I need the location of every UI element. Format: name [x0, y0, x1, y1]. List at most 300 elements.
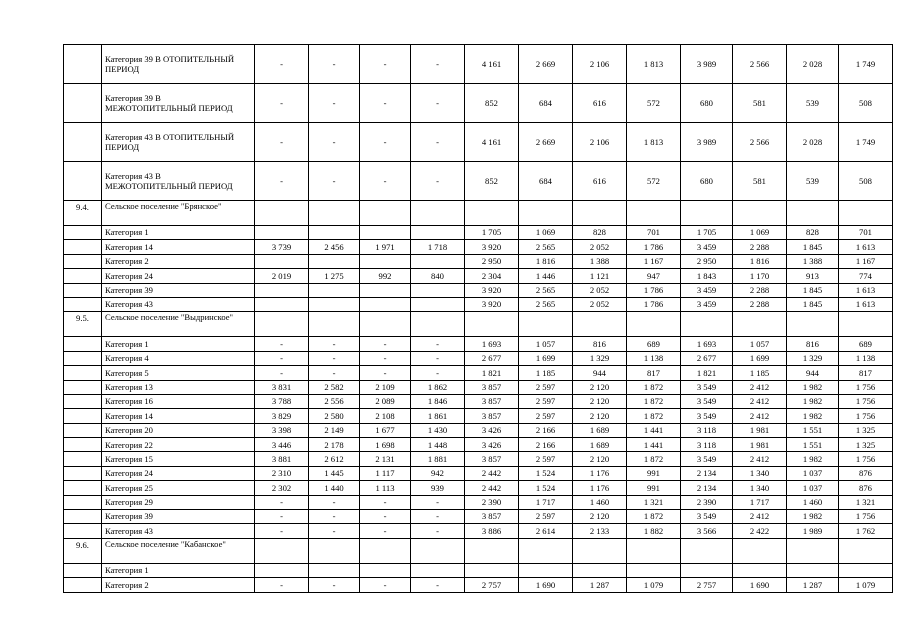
value-cell: 2 131	[360, 452, 411, 466]
value-cell: 1 690	[733, 578, 787, 592]
value-cell: 1 756	[839, 409, 893, 423]
value-cell: 539	[787, 162, 839, 201]
value-cell: 3 857	[465, 452, 519, 466]
value-cell	[309, 563, 360, 577]
value-cell: 2 412	[733, 409, 787, 423]
value-cell: 1 699	[733, 351, 787, 365]
value-cell	[309, 226, 360, 240]
value-cell	[255, 254, 309, 268]
value-cell: 1 821	[465, 366, 519, 380]
value-cell: -	[309, 337, 360, 351]
value-cell: 3 118	[681, 423, 733, 437]
value-cell: 1 446	[519, 269, 573, 283]
value-cell	[573, 563, 627, 577]
value-cell: 689	[627, 337, 681, 351]
value-cell: 1 717	[519, 495, 573, 509]
value-cell: 1 524	[519, 481, 573, 495]
value-cell: 2 677	[681, 351, 733, 365]
value-cell: 947	[627, 269, 681, 283]
value-cell	[411, 297, 465, 311]
value-cell: 1 430	[411, 423, 465, 437]
category-name: Категория 29	[102, 495, 255, 509]
value-cell: 1 705	[465, 226, 519, 240]
value-cell: 2 106	[573, 123, 627, 162]
category-name: Категория 2	[102, 254, 255, 268]
value-cell: 2 582	[309, 380, 360, 394]
value-cell: 1 079	[627, 578, 681, 592]
settlement-name: Сельское поселение "Брянское"	[102, 201, 255, 226]
category-name: Категория 20	[102, 423, 255, 437]
value-cell: 774	[839, 269, 893, 283]
value-cell: 1 167	[839, 254, 893, 268]
value-cell: 2 178	[309, 438, 360, 452]
value-cell: -	[309, 495, 360, 509]
value-cell: 1 551	[787, 438, 839, 452]
value-cell: 1 440	[309, 481, 360, 495]
value-cell: 689	[839, 337, 893, 351]
value-cell: 1 325	[839, 438, 893, 452]
value-cell: 3 788	[255, 394, 309, 408]
value-cell: 2 304	[465, 269, 519, 283]
value-cell: 1 843	[681, 269, 733, 283]
table-row	[64, 466, 893, 480]
value-cell: 1 441	[627, 423, 681, 437]
row-number	[64, 240, 102, 254]
category-name: Категория 39	[102, 510, 255, 524]
value-cell: 2 556	[309, 394, 360, 408]
value-cell: 2 052	[573, 283, 627, 297]
value-cell: 1 138	[839, 351, 893, 365]
row-number	[64, 283, 102, 297]
table-row	[64, 123, 893, 162]
value-cell: -	[360, 495, 411, 509]
value-cell: 1 329	[787, 351, 839, 365]
value-cell: 2 566	[733, 45, 787, 84]
value-cell: 3 566	[681, 524, 733, 538]
table-row	[64, 283, 893, 297]
value-cell	[627, 563, 681, 577]
value-cell: 2 028	[787, 45, 839, 84]
value-cell: 3 920	[465, 240, 519, 254]
value-cell	[627, 538, 681, 563]
value-cell: -	[360, 162, 411, 201]
value-cell: 2 412	[733, 452, 787, 466]
value-cell: 1 448	[411, 438, 465, 452]
value-cell	[733, 312, 787, 337]
value-cell: 1 079	[839, 578, 893, 592]
value-cell: 3 459	[681, 240, 733, 254]
category-name: Категория 39 В МЕЖОТОПИТЕЛЬНЫЙ ПЕРИОД	[102, 84, 255, 123]
value-cell: 2 120	[573, 510, 627, 524]
value-cell: 3 857	[465, 409, 519, 423]
value-cell: -	[360, 45, 411, 84]
value-cell: 1 170	[733, 269, 787, 283]
value-cell	[360, 254, 411, 268]
value-cell: 2 677	[465, 351, 519, 365]
value-cell: 572	[627, 162, 681, 201]
value-cell: -	[255, 45, 309, 84]
value-cell: 1 613	[839, 240, 893, 254]
table-row	[64, 84, 893, 123]
value-cell: 1 287	[787, 578, 839, 592]
value-cell: 3 118	[681, 438, 733, 452]
value-cell: 1 861	[411, 409, 465, 423]
table-row	[64, 337, 893, 351]
value-cell: 2 757	[681, 578, 733, 592]
value-cell: 1 057	[733, 337, 787, 351]
value-cell	[411, 226, 465, 240]
row-number	[64, 438, 102, 452]
value-cell: 3 920	[465, 297, 519, 311]
value-cell: 3 426	[465, 423, 519, 437]
value-cell: 2 757	[465, 578, 519, 592]
table-row	[64, 240, 893, 254]
value-cell: 1 037	[787, 481, 839, 495]
value-cell: 4 161	[465, 123, 519, 162]
value-cell: -	[360, 366, 411, 380]
value-cell: 1 816	[519, 254, 573, 268]
value-cell: 616	[573, 84, 627, 123]
row-number	[64, 366, 102, 380]
value-cell: 4 161	[465, 45, 519, 84]
category-name: Категория 1	[102, 226, 255, 240]
row-number	[64, 297, 102, 311]
value-cell: 680	[681, 84, 733, 123]
value-cell: 1 460	[573, 495, 627, 509]
category-name: Категория 25	[102, 481, 255, 495]
value-cell: 3 857	[465, 510, 519, 524]
table-row	[64, 452, 893, 466]
value-cell: 1 441	[627, 438, 681, 452]
value-cell: 1 321	[839, 495, 893, 509]
value-cell	[681, 312, 733, 337]
value-cell: 1 057	[519, 337, 573, 351]
value-cell: 2 166	[519, 423, 573, 437]
value-cell: 2 612	[309, 452, 360, 466]
value-cell: -	[309, 351, 360, 365]
value-cell	[309, 297, 360, 311]
value-cell: 1 971	[360, 240, 411, 254]
value-cell: 3 989	[681, 45, 733, 84]
value-cell: 2 442	[465, 481, 519, 495]
value-cell: -	[411, 524, 465, 538]
value-cell	[360, 538, 411, 563]
section-row	[64, 538, 893, 563]
value-cell	[309, 312, 360, 337]
value-cell: 2 120	[573, 380, 627, 394]
section-row	[64, 312, 893, 337]
value-cell: 2 120	[573, 409, 627, 423]
settlement-name: Сельское поселение "Выдринское"	[102, 312, 255, 337]
category-name: Категория 14	[102, 240, 255, 254]
row-number	[64, 380, 102, 394]
table-row	[64, 409, 893, 423]
value-cell: -	[309, 578, 360, 592]
value-cell: 572	[627, 84, 681, 123]
value-cell	[309, 283, 360, 297]
row-number	[64, 423, 102, 437]
value-cell: 1 756	[839, 452, 893, 466]
value-cell: 3 739	[255, 240, 309, 254]
value-cell: 1 693	[681, 337, 733, 351]
row-number	[64, 269, 102, 283]
category-name: Категория 15	[102, 452, 255, 466]
value-cell: 1 749	[839, 45, 893, 84]
table-row	[64, 254, 893, 268]
value-cell: 1 698	[360, 438, 411, 452]
value-cell: 684	[519, 84, 573, 123]
value-cell: 876	[839, 466, 893, 480]
value-cell	[255, 283, 309, 297]
value-cell: 913	[787, 269, 839, 283]
table-row	[64, 297, 893, 311]
value-cell: -	[309, 162, 360, 201]
value-cell: 2 669	[519, 123, 573, 162]
settlement-name: Сельское поселение "Кабанское"	[102, 538, 255, 563]
value-cell: 1 677	[360, 423, 411, 437]
row-number: 9.5.	[64, 312, 102, 337]
value-cell	[360, 283, 411, 297]
value-cell: 2 120	[573, 452, 627, 466]
value-cell: 1 613	[839, 283, 893, 297]
value-cell: 1 690	[519, 578, 573, 592]
value-cell	[519, 538, 573, 563]
value-cell: 2 149	[309, 423, 360, 437]
value-cell	[787, 312, 839, 337]
value-cell: 2 288	[733, 283, 787, 297]
value-cell: 2 089	[360, 394, 411, 408]
row-number	[64, 452, 102, 466]
row-number	[64, 510, 102, 524]
value-cell: -	[411, 366, 465, 380]
value-cell: 1 786	[627, 283, 681, 297]
value-cell: 2 052	[573, 297, 627, 311]
value-cell: 2 950	[465, 254, 519, 268]
value-cell: 1 069	[733, 226, 787, 240]
value-cell: 3 886	[465, 524, 519, 538]
value-cell	[681, 563, 733, 577]
row-number	[64, 45, 102, 84]
value-cell: 944	[787, 366, 839, 380]
value-cell: 1 872	[627, 452, 681, 466]
value-cell: 2 288	[733, 240, 787, 254]
value-cell: 1 551	[787, 423, 839, 437]
value-cell: 3 857	[465, 380, 519, 394]
value-cell: 1 981	[733, 423, 787, 437]
value-cell: 1 718	[411, 240, 465, 254]
value-cell: 3 829	[255, 409, 309, 423]
table-row	[64, 578, 893, 592]
value-cell: 3 549	[681, 510, 733, 524]
value-cell: -	[255, 578, 309, 592]
value-cell: 1 816	[733, 254, 787, 268]
value-cell: -	[255, 366, 309, 380]
tariff-table	[63, 44, 893, 593]
value-cell: 1 176	[573, 481, 627, 495]
value-cell: -	[309, 45, 360, 84]
value-cell	[360, 312, 411, 337]
row-number	[64, 563, 102, 577]
value-cell	[255, 226, 309, 240]
value-cell: 1 845	[787, 240, 839, 254]
value-cell	[465, 563, 519, 577]
value-cell: 2 108	[360, 409, 411, 423]
value-cell: -	[360, 337, 411, 351]
table-row	[64, 269, 893, 283]
value-cell: -	[411, 162, 465, 201]
value-cell	[839, 312, 893, 337]
value-cell	[519, 312, 573, 337]
row-number: 9.6.	[64, 538, 102, 563]
value-cell	[681, 538, 733, 563]
category-name: Категория 13	[102, 380, 255, 394]
value-cell: -	[309, 510, 360, 524]
value-cell: 3 549	[681, 380, 733, 394]
value-cell: -	[411, 123, 465, 162]
value-cell: 1 872	[627, 409, 681, 423]
value-cell: 2 028	[787, 123, 839, 162]
value-cell: 3 881	[255, 452, 309, 466]
value-cell: 508	[839, 84, 893, 123]
value-cell	[573, 538, 627, 563]
value-cell: 581	[733, 84, 787, 123]
value-cell: -	[255, 495, 309, 509]
value-cell: -	[360, 578, 411, 592]
value-cell: 2 565	[519, 240, 573, 254]
value-cell: -	[360, 123, 411, 162]
value-cell: 1 325	[839, 423, 893, 437]
row-number	[64, 495, 102, 509]
value-cell: 1 862	[411, 380, 465, 394]
value-cell: 1 881	[411, 452, 465, 466]
value-cell: 2 019	[255, 269, 309, 283]
table-row	[64, 438, 893, 452]
table-row	[64, 495, 893, 509]
table-body	[64, 45, 893, 593]
value-cell: 1 167	[627, 254, 681, 268]
value-cell: 2 669	[519, 45, 573, 84]
value-cell	[360, 563, 411, 577]
value-cell: 2 052	[573, 240, 627, 254]
value-cell: 992	[360, 269, 411, 283]
value-cell: 1 388	[787, 254, 839, 268]
value-cell	[360, 297, 411, 311]
value-cell: -	[309, 524, 360, 538]
value-cell	[360, 226, 411, 240]
value-cell	[787, 201, 839, 226]
value-cell: 616	[573, 162, 627, 201]
value-cell: -	[309, 84, 360, 123]
value-cell: 1 982	[787, 452, 839, 466]
value-cell: 1 613	[839, 297, 893, 311]
value-cell: 2 597	[519, 380, 573, 394]
value-cell: 1 717	[733, 495, 787, 509]
value-cell: 2 597	[519, 452, 573, 466]
value-cell: -	[360, 351, 411, 365]
category-name: Категория 2	[102, 578, 255, 592]
value-cell: 2 302	[255, 481, 309, 495]
value-cell: 2 412	[733, 510, 787, 524]
value-cell: 2 422	[733, 524, 787, 538]
value-cell: 1 705	[681, 226, 733, 240]
value-cell: 816	[573, 337, 627, 351]
value-cell: 2 166	[519, 438, 573, 452]
row-number	[64, 409, 102, 423]
table-row	[64, 524, 893, 538]
value-cell: 1 845	[787, 283, 839, 297]
value-cell: 508	[839, 162, 893, 201]
category-name: Категория 24	[102, 466, 255, 480]
category-name: Категория 43 В ОТОПИТЕЛЬНЫЙ ПЕРИОД	[102, 123, 255, 162]
value-cell	[839, 538, 893, 563]
table-row	[64, 481, 893, 495]
value-cell: 1 872	[627, 394, 681, 408]
value-cell: -	[360, 524, 411, 538]
value-cell: 1 275	[309, 269, 360, 283]
value-cell: 3 549	[681, 452, 733, 466]
value-cell: 1 699	[519, 351, 573, 365]
category-name: Категория 43	[102, 524, 255, 538]
value-cell	[627, 312, 681, 337]
value-cell: 1 445	[309, 466, 360, 480]
value-cell: 1 821	[681, 366, 733, 380]
value-cell: 2 106	[573, 45, 627, 84]
value-cell	[255, 538, 309, 563]
table-row	[64, 563, 893, 577]
value-cell: 2 412	[733, 394, 787, 408]
value-cell: 3 426	[465, 438, 519, 452]
row-number	[64, 524, 102, 538]
value-cell: 3 549	[681, 394, 733, 408]
value-cell	[627, 201, 681, 226]
value-cell: 991	[627, 481, 681, 495]
value-cell	[733, 538, 787, 563]
value-cell: -	[411, 45, 465, 84]
value-cell: 1 329	[573, 351, 627, 365]
value-cell: 1 882	[627, 524, 681, 538]
value-cell	[787, 563, 839, 577]
value-cell: 1 845	[787, 297, 839, 311]
category-name: Категория 39	[102, 283, 255, 297]
value-cell	[411, 538, 465, 563]
value-cell: 1 981	[733, 438, 787, 452]
value-cell: 1 756	[839, 394, 893, 408]
value-cell: 2 310	[255, 466, 309, 480]
row-number	[64, 466, 102, 480]
value-cell: 1 872	[627, 380, 681, 394]
value-cell: -	[255, 510, 309, 524]
value-cell: 3 549	[681, 409, 733, 423]
table-row	[64, 380, 893, 394]
category-name: Категория 1	[102, 337, 255, 351]
row-number	[64, 337, 102, 351]
value-cell	[519, 563, 573, 577]
value-cell: 1 138	[627, 351, 681, 365]
value-cell: 1 689	[573, 438, 627, 452]
category-name: Категория 39 В ОТОПИТЕЛЬНЫЙ ПЕРИОД	[102, 45, 255, 84]
value-cell: 539	[787, 84, 839, 123]
value-cell: 1 693	[465, 337, 519, 351]
table-row	[64, 45, 893, 84]
value-cell: 2 456	[309, 240, 360, 254]
value-cell: 1 982	[787, 380, 839, 394]
value-cell	[465, 201, 519, 226]
value-cell: 876	[839, 481, 893, 495]
value-cell: 1 460	[787, 495, 839, 509]
value-cell: 3 920	[465, 283, 519, 297]
value-cell: -	[309, 123, 360, 162]
value-cell: 680	[681, 162, 733, 201]
